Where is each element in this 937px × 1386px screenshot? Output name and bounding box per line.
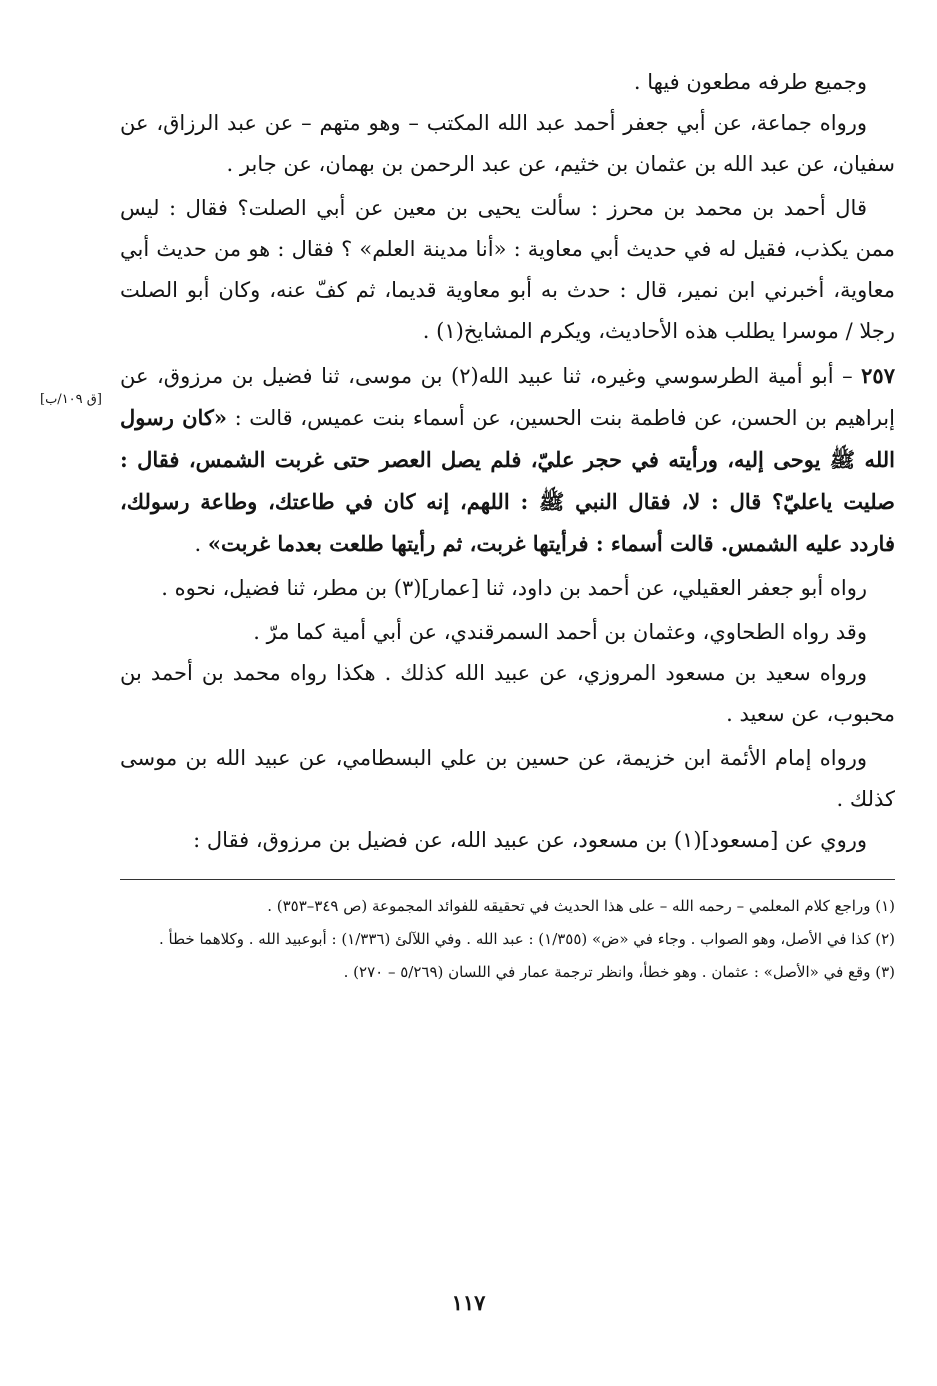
paragraph-after-2: وقد رواه الطحاوي، وعثمان بن أحمد السمرقندي، عن أبي أمية كما مرّ . [253, 620, 867, 644]
hadith-paragraph [120, 355, 895, 565]
paragraph-2: ورواه جماعة، عن أبي جعفر أحمد عبد الله المكتب – وهو متهم – عن عبد الرزاق، عن سفيان، عن عبد الله بن عثمان بن خثيم، عن عبد الرحمن بن بهمان، عن جابر . [120, 111, 895, 176]
paragraph-3: قال أحمد بن محمد بن محرز : سألت يحيى بن معين عن أبي الصلت؟ فقال : ليس ممن يكذب، فقيل له في حديث أبي معاوية : «أنا مدينة العلم» ؟ فقال : هو من حديث أبي معاوية، أخبرني ابن نمير، قال : حدث به أبو معاوية قديما، ثم كفّ عنه، وكان أبو الصلت رجلا / موسرا يطلب هذه الأحاديث، ويكرم المشايخ(١) . [120, 196, 895, 343]
paragraph-after-5: وروي عن [مسعود](١) بن مسعود، عن عبيد الله، عن فضيل بن مرزوق، فقال : [193, 828, 867, 852]
hadith-end: . [194, 532, 208, 556]
hadith-isnad: – أبو أمية الطرسوسي وغيره، ثنا عبيد الله(٢) بن موسى، ثنا فضيل بن مرزوق، عن إبراهيم بن الحسن، عن فاطمة بنت الحسين، عن أسماء بنت عميس، قالت : [120, 364, 895, 430]
page-body [120, 62, 895, 989]
paragraph-after-3: ورواه سعيد بن مسعود المروزي، عن عبيد الله كذلك . هكذا رواه محمد بن أحمد بن محبوب، عن سعيد . [120, 661, 895, 726]
main-text [120, 62, 895, 861]
page-number: ١١٧ [451, 1290, 486, 1315]
footnote-3: (٣) وقع في «الأصل» : عثمان . وهو خطأ، وانظر ترجمة عمار في اللسان (٥/٢٦٩ – ٢٧٠) . [343, 963, 895, 981]
paragraph-1: وجميع طرفه مطعون فيها . [633, 70, 867, 94]
manuscript-folio-note: [ق ١٠٩/ب] [40, 392, 102, 407]
footnotes [120, 890, 895, 989]
paragraph-after-4: ورواه إمام الأئمة ابن خزيمة، عن حسين بن علي البسطامي، عن عبيد الله بن موسى كذلك . [120, 746, 895, 811]
hadith-number: ٢٥٧ [861, 363, 895, 388]
footnote-divider [120, 879, 895, 880]
footnote-2: (٢) كذا في الأصل، وهو الصواب . وجاء في «ض» (١/٣٥٥) : عبد الله . وفي اللآلئ (١/٣٣٦) : أبوعبيد الله . وكلاهما خطأ . [159, 930, 895, 948]
hadith-matn: «كان رسول الله ﷺ يوحى إليه، ورأيته في حجر عليّ، فلم يصل العصر حتى غربت الشمس، فقال : صليت ياعليّ؟ قال : لا، فقال النبي ﷺ : اللهم، إنه كان في طاعتك، وطاعة رسولك، فاردد عليه الشمس. قالت أسماء : فرأيتها غربت، ثم رأيتها طلعت بعدما غربت» [120, 405, 895, 556]
footnote-1: (١) وراجع كلام المعلمي – رحمه الله – على هذا الحديث في تحقيقه للفوائد المجموعة (ص ٣٤٩–٣٥٣) . [267, 897, 895, 915]
paragraph-after-1: رواه أبو جعفر العقيلي، عن أحمد بن داود، ثنا [عمار](٣) بن مطر، ثنا فضيل، نحوه . [161, 576, 867, 600]
